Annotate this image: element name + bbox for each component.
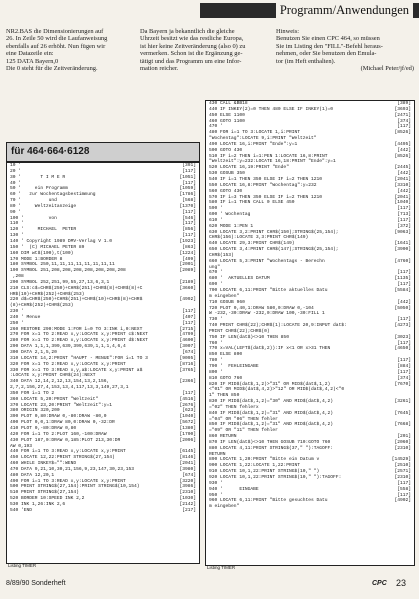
code-text: 690 ' — [209, 282, 223, 288]
checksum: [7645] — [394, 410, 411, 416]
text-line: Die 0 steht für die Zeitveränderung. — [6, 65, 98, 73]
code-text: 240 ' Menue — [10, 314, 41, 320]
code-text: 340 DATA 12,14,2,12,13,154,13,2,156, — [10, 379, 110, 385]
checksum: [568] — [182, 198, 196, 204]
code-text: m eingeben" — [209, 504, 240, 510]
checksum: [9095] — [179, 355, 196, 361]
checksum: [117] — [397, 358, 411, 364]
code-text: 710 GOSUB 960 — [209, 299, 245, 305]
checksum: [499] — [182, 256, 196, 262]
checksum: [117] — [182, 390, 196, 396]
checksum: [1040] — [394, 200, 411, 206]
code-text: 360 LOCATE 5,20:PRINT "Weltzeit" — [10, 396, 99, 402]
checksum: [407] — [182, 314, 196, 320]
code-text: 930 ' — [209, 480, 223, 486]
code-text: ="04" OR "06" THEN fehler — [209, 416, 278, 422]
text-line: ist hier keine Zeitveränderung (also 0) zu — [140, 42, 246, 50]
code-text: 30 ' T I M E R — [10, 174, 66, 180]
checksum: [2142] — [179, 501, 196, 507]
checksum: [6145] — [179, 449, 196, 455]
checksum: [442] — [397, 147, 411, 153]
text-line: vermerken. Schon ist die Ergänzung ge- — [140, 50, 243, 58]
code-text: 600 ' Wochentag — [209, 212, 251, 218]
code-text: 190 SYMBOL 251,208,208,208,208,208,208,208 — [10, 268, 126, 274]
checksum: [558] — [397, 486, 411, 492]
checksum: [2089] — [179, 268, 196, 274]
code-text: 1" THEN 850 — [209, 393, 240, 399]
code-text: 900 LOCATE 1,22:LOCATE 1,22:PRINT — [209, 463, 300, 469]
code-text: 80 ' Weltzeitanzeige — [10, 203, 77, 209]
checksum: [7668] — [394, 422, 411, 428]
code-text: 950 ' — [209, 492, 223, 498]
code-text: CHR$(153) — [209, 252, 234, 258]
checksum: [117] — [397, 270, 411, 276]
checksum: [2310] — [394, 475, 411, 480]
code-text: 490 LOCATE 16,i:PRINT "Ende":y=1 — [209, 141, 298, 147]
checksum: [5050] — [394, 305, 411, 311]
footer-issue: 8/89/90 Sonderheft — [6, 580, 66, 587]
code-text: 120 ' MICHAEL PETER — [10, 227, 77, 233]
code-text: 490 FOR i=1 TO 3:READ x,y:LOCATE x,y:PRINT — [10, 478, 126, 484]
code-text: 540 'END — [10, 507, 33, 513]
code-text: 530 INK 1,26:INK 2,6 — [10, 501, 66, 507]
code-text: 500 PRINT STRING$(27,154):PRINT STRING$(10,154) — [10, 484, 140, 490]
code-text: ung" — [209, 264, 221, 270]
code-text: 730 ' — [209, 317, 223, 323]
code-text: 310 LOCATE 14,2:PRINT "HAUPT - MENUE":FOR i=1 TO 3 — [10, 355, 148, 361]
code-text: 510 IF i=2 THEN i=1:PEN 1:LOCATE 16,8:PRINT — [209, 153, 328, 159]
checksum: [2445] — [394, 165, 411, 171]
code-text: 530 GOSUB 350 — [209, 171, 245, 177]
code-text: CHR$(156):LOCATE 3,3:PRINT CHR$(149) — [209, 235, 309, 241]
text-line: tätigt und das Programm um eine Infor- — [140, 57, 242, 65]
code-text: 160 DIM wt$(100),t(100) — [10, 250, 74, 256]
listing-line — [206, 504, 414, 510]
checksum: [3986] — [179, 484, 196, 490]
checksum: [117] — [182, 309, 196, 315]
code-text: 480 FOR i=1 TO 3:LOCATE 1,i:PRINT — [209, 130, 300, 136]
code-text: 230 ' — [10, 309, 24, 315]
checksum: [4273] — [394, 323, 411, 329]
code-text: 140 ' Copyright 1989 DMV-Verlag V 1.0 — [10, 238, 112, 244]
checksum: [1051] — [179, 174, 196, 180]
code-text: 460 WHILE INKEY$="":WEND — [10, 461, 77, 467]
checksum: [117] — [182, 209, 196, 215]
checksum: [117] — [397, 217, 411, 223]
code-text: 650 LOCATE 3,4:PRINT CHR$(147);STRING$(25,154); — [209, 247, 339, 253]
code-text: 800 ' — [209, 369, 223, 375]
code-text: 100 ' von — [10, 215, 57, 221]
checksum: [2041] — [179, 461, 196, 467]
code-text: 220 d$=CHR$(250)+CHR$(251)+CHR$(10)+CHR$(8)+CHR$ — [10, 297, 143, 303]
code-text: 610 ' — [209, 217, 223, 223]
checksum: [674] — [182, 472, 196, 478]
code-text: "Weltzeit":y=232:LOCATE 16,18:PRINT "Ende":y=1 — [209, 159, 336, 165]
code-text: 870 IF LEN(dat$)<>10 THEN GOSUB 710:GOTO 760 — [209, 439, 331, 445]
checksum: [1786] — [179, 192, 196, 198]
code-text: 760 ' — [209, 340, 226, 346]
checksum: [117] — [397, 492, 411, 498]
code-text: 810 GOTO 760 — [209, 375, 243, 381]
code-text: 280 FOR x=1 TO 2:READ x,y:LOCATE x,y:PRINT d$:NEXT — [10, 338, 148, 344]
checksum: [1700] — [179, 431, 196, 437]
code-text: 640 LOCATE 29,3:PRINT CHR$(149) — [209, 241, 295, 247]
text-line: (Michael Peter/jf/ed) — [360, 65, 414, 73]
intro-column-2 — [140, 28, 268, 72]
compatibility-label: für 464·664·6128 — [11, 146, 90, 157]
checksum: [3310] — [394, 182, 411, 188]
text-line: ebenfalls auf 26 erhöht. Nun fügen wir — [6, 42, 106, 50]
code-text: 20 ' — [10, 168, 22, 174]
code-text: 880 LOCATE 4,11:PRINT STRING$(37," "):TAGOFF: — [209, 445, 334, 451]
checksum: [1370] — [179, 203, 196, 209]
checksum: [2366] — [179, 379, 196, 385]
code-text: 150 ' (C) MICHAEL PETER 89 — [10, 244, 85, 250]
checksum: [1923] — [179, 238, 196, 244]
code-text: 700 LOCATE 6,11:PRINT "Bitte aktuelles Datu — [209, 288, 328, 293]
code-text: 450 ELSE 1100 — [209, 112, 245, 118]
code-text: 420 FOR i=1 TO 2:PLOT 160,-100:DRAW — [10, 431, 107, 437]
text-line: 125 DATA Bayern,0 — [6, 57, 59, 65]
code-text: 90 ' — [10, 209, 22, 215]
code-text: 960 LOCATE 6,11:PRINT "Bitte gesuchtes Datu — [209, 498, 328, 504]
checksum: [372] — [397, 223, 411, 229]
checksum: [4516] — [179, 396, 196, 402]
checksum: [2001] — [179, 262, 196, 268]
code-text: 520 BORDER 10:SPEED INK 2,2 — [10, 496, 85, 502]
checksum: [117] — [397, 282, 411, 288]
checksum: [117] — [397, 480, 411, 486]
code-text: :LOCATE x,y:PRINT CHR$(24):NEXT — [10, 373, 96, 379]
checksum: [117] — [182, 233, 196, 239]
code-text: 780 ' — [209, 358, 223, 364]
checksum: [5672] — [179, 420, 196, 426]
code-text: 70 ' und — [10, 198, 57, 204]
code-text: 820 IF MID$(dat$,1,2)>"31" OR MID$(dat$,1,2) — [209, 381, 331, 387]
code-text: 390 PLOT 0,80:DRAW 0,-80:DRAW -80,0 — [10, 414, 107, 420]
checksum: [389] — [397, 101, 411, 106]
code-text: 110 ' — [10, 221, 24, 227]
code-text: 940 ' EINGABE — [209, 486, 259, 492]
checksum: [3220] — [179, 478, 196, 484]
code-text: 60 ' zur Wochentagsbestimmung — [10, 192, 96, 198]
code-text: (8)+CHR$(252)+CHR$(253) — [10, 303, 74, 309]
code-text: 550 LOCATE 16,8:PRINT "Wochentag":y=232 — [209, 182, 317, 188]
checksum: [2310] — [179, 490, 196, 496]
checksum: [442] — [397, 188, 411, 194]
intro-column-3 — [276, 28, 414, 72]
code-text: 680 ' AKTUELLES DATUM — [209, 276, 270, 282]
code-text: 450 LOCATE 12,22:PRINT STRING$(27,154) — [10, 455, 115, 461]
code-text: 10 ' — [10, 163, 22, 168]
checksum: [5584] — [394, 288, 411, 293]
checksum: [117] — [182, 180, 196, 186]
code-text: 180 SYMBOL 250,11,11,11,11,11,11,11,11 — [10, 262, 115, 268]
checksum: [442] — [397, 171, 411, 177]
checksum: [3660] — [179, 285, 196, 291]
compatibility-box — [6, 142, 200, 162]
code-text: PRINT CHR$(22);CHR$(0) — [209, 328, 270, 334]
text-line: tor (im Heft enthalten). — [276, 57, 336, 65]
code-text: 630 LOCATE 3,2:PRINT CHR$(150);STRING$(25,154); — [209, 229, 339, 235]
checksum: [863] — [182, 244, 196, 250]
code-text: 920 LOCATE 10,1,22:PRINT STRING$(10," "):TAGOFF: — [209, 475, 342, 480]
code-text: 350 FOR i=1 TO 2 — [10, 390, 55, 396]
code-text: 840 IF MID$(dat$,1,2)="31" AND MID$(dat$,4,2) — [209, 410, 334, 416]
checksum: [1135] — [394, 276, 411, 282]
code-text: 400 PLOT 0,0,1:DRAW 80,0:DRAW 0,-32:DR — [10, 420, 115, 426]
text-line: Sie im Listing den "FILL"-Befehl heraus- — [276, 42, 383, 50]
checksum: [2676] — [179, 402, 196, 408]
checksum: [2060] — [394, 439, 411, 445]
listing-right — [205, 100, 415, 566]
listing-left — [6, 162, 200, 564]
code-text: 720 PLOT 0,40,1:DRAW 580,0:DRAW 0,-104 — [209, 305, 314, 311]
code-text: 430 PLOT 187,0:DRAW 0,185:PLOT 213,30:DR — [10, 437, 121, 443]
checksum: [884] — [397, 363, 411, 369]
code-text: 580 IF i=1 THEN CALL 0 ELSE 450 — [209, 200, 295, 206]
intro-column-1 — [6, 28, 136, 72]
code-text: 790 ' FEHLEINGABE — [209, 363, 259, 369]
code-text: 850 ELSE 800 — [209, 352, 243, 358]
code-text: 540 IF i=1 THEN 350 ELSE IF i=2 THEN 1210 — [209, 176, 323, 182]
checksum: [4799] — [179, 332, 196, 338]
code-text: 500 GOTO 430 — [209, 147, 243, 153]
code-text: 670 ' — [209, 270, 223, 276]
checksum: [117] — [182, 221, 196, 227]
checksum: [117] — [397, 369, 411, 375]
code-text: 850 IF MID$(dat$,1,2)="31" AND MID$(dat$,4,2) — [209, 422, 334, 428]
listing-label-right: Listing TIMER — [207, 565, 236, 570]
code-text: 300 DATA 2,1,5,20 — [10, 350, 57, 355]
checksum: [623] — [182, 408, 196, 414]
checksum: [117] — [182, 320, 196, 326]
code-text: 410 PLOT 0,-80:DRAW 0,80 — [10, 425, 77, 431]
checksum: [2715] — [179, 326, 196, 332]
checksum: [8716] — [179, 361, 196, 367]
checksum: [1224] — [179, 250, 196, 256]
code-text: 170 MODE 1:BORDER 8 — [10, 256, 63, 262]
code-text: 740 PRINT CHR$(22);CHR$(1):LOCATE 20,9:INPUT dat$: — [209, 323, 347, 329]
code-text: 320 FOR x=1 TO 2:READ x,y:LOCATE x,y:PRINT — [10, 361, 126, 367]
text-line: Hinweis: — [276, 28, 300, 35]
checksum: [117] — [397, 340, 411, 346]
code-text: 370 LOCATE 23,20:PRINT "Weltzeit":y=1 — [10, 402, 112, 408]
code-text: 890 LOCATE 1,20:PRINT "Bitte ein Datum v — [209, 457, 320, 463]
code-text: 200 SYMBOL 252,251,99,55,27,13,6,3,1 — [10, 279, 110, 285]
checksum: [2041] — [394, 194, 411, 200]
checksum: [8526] — [394, 130, 411, 136]
code-text: 290 DATA 1,1,1,399,639,399,639,1,1,1,4,6,4 — [10, 344, 126, 350]
code-text: 440 IF INKEY(2)=0 THEN 480 ELSE IF INKEY(1)=0 — [209, 106, 334, 112]
checksum: [2041] — [394, 176, 411, 182]
code-text: ,208 — [10, 274, 24, 280]
checksum: [117] — [182, 168, 196, 174]
text-line: Uhrzeit besitzt wie das restliche Europa, — [140, 35, 244, 43]
code-text: 590 ' — [209, 206, 223, 212]
code-text: <"01" OR MID$(dat$,4,2)>"12" OR MID$(dat$,4,2)<"0 — [209, 387, 345, 393]
code-text: 440 FOR i=1 TO 3:READ x,y:LOCATE x,y:PRINT — [10, 449, 126, 455]
code-text: 470 ' — [209, 124, 223, 130]
code-text: 770 x=VAL(LEFT$(dat$,2)):IF x<1 OR x>31 THEN — [209, 346, 331, 352]
checksum: [117] — [397, 124, 411, 130]
code-text: 660 LOCATE 5,3:PRINT "Wochentags - Berechn — [209, 258, 325, 264]
code-text: RETURN — [209, 451, 226, 457]
listing-line — [7, 508, 199, 514]
checksum: [4495] — [394, 141, 411, 147]
checksum: [3765] — [179, 367, 196, 373]
checksum: [217] — [182, 507, 196, 513]
code-text: W -232,-30:DRAW -232,0:DRAW 100,-30:FILL 1 — [209, 311, 325, 317]
page-header — [0, 0, 419, 22]
checksum: [374] — [397, 375, 411, 381]
text-line: NR2.BAS die Dimensionierungen auf — [6, 28, 104, 35]
checksum: [2096] — [179, 437, 196, 443]
footer-brand: CPC — [372, 580, 387, 587]
code-text: 620 MODE 1:PEN 1 — [209, 223, 254, 229]
code-text: 860 RETURN — [209, 434, 237, 440]
checksum: [4600] — [179, 338, 196, 344]
code-text: 260 RESTORE 290:MODE 1:FOR i=0 TO 3:INK i,0:NEXT — [10, 326, 143, 332]
code-text: ="02" THEN fehlerx — [209, 404, 259, 410]
checksum: [1380] — [179, 425, 196, 431]
checksum: [8146] — [179, 455, 196, 461]
checksum: [713] — [397, 212, 411, 218]
code-text: 510 PRINT STRING$(27,154) — [10, 490, 79, 496]
checksum: [3261] — [394, 399, 411, 405]
checksum: [1059] — [179, 186, 196, 192]
checksum: [391] — [182, 163, 196, 168]
checksum: [3007] — [179, 344, 196, 350]
code-text: 570 IF i=3 THEN 350 ELSE IF i=2 THEN 1210 — [209, 194, 323, 200]
code-text: 430 CALL &BB18 — [209, 101, 248, 106]
code-text: 270 FOR x=1 TO 2:READ x,y:LOCATE x,y:PRINT c$:NEXT — [10, 332, 148, 338]
code-text: "Wochentag":LOCATE 9,i:PRINT "Weltzeit" — [209, 136, 317, 142]
code-text: 2,7,2,156,27,4,153,13,4,117,13,3,149,27,3,1 — [10, 385, 129, 391]
text-line: Benutzen Sie einen CPC 464, so müssen — [276, 35, 380, 43]
checksum: [674] — [182, 350, 196, 355]
checksum: [2510] — [394, 463, 411, 469]
code-text: AW 0,193 — [10, 443, 33, 449]
text-line: Da Bayern ja bekanntlich die gleiche — [140, 28, 235, 35]
code-text: 330 FOR x=1 TO 3:READ x,y,a$:LOCATE x,y:PRINT a$ — [10, 367, 143, 373]
checksum: [3980] — [179, 466, 196, 472]
checksum: [2471] — [394, 112, 411, 118]
checksum: [14529] — [391, 457, 411, 463]
code-text: 480 DATA 12,20,1 — [10, 472, 55, 478]
checksum: [4650] — [394, 346, 411, 352]
listing-label-left: Listing TIMER — [8, 563, 37, 568]
checksum: [1040] — [179, 414, 196, 420]
checksum: [3900] — [394, 247, 411, 253]
checksum: [4902] — [394, 498, 411, 504]
checksum: [117] — [397, 317, 411, 323]
text-line: 26. In Zeile 50 wird die Laufanweisung — [6, 35, 108, 43]
code-text: 560 GOTO 430 — [209, 188, 243, 194]
code-text: 910 LOCATE 10,1,22:PRINT STRING$(10," ") — [209, 469, 320, 475]
code-text: 210 CLS:c$=CHR$(250)+CHR$(251)+CHR$(8)+CHR$(8)+C — [10, 285, 143, 291]
checksum: [4760] — [394, 258, 411, 264]
checksum: [2189] — [179, 279, 196, 285]
code-text: m eingeben" — [209, 293, 240, 299]
checksum: [3693] — [394, 106, 411, 112]
checksum: [9063] — [394, 229, 411, 235]
code-text: 460 GOTO 1100 — [209, 118, 245, 124]
code-text: HR$(10)+CHR$(252)+CHR$(253) — [10, 291, 85, 297]
code-text: 50 ' ein Programm — [10, 186, 68, 192]
checksum: [546] — [182, 215, 196, 221]
code-text: 130 ' — [10, 233, 24, 239]
checksum: [2310] — [394, 445, 411, 451]
checksum: [1641] — [394, 241, 411, 247]
checksum: [374] — [397, 118, 411, 124]
checksum: [3023] — [394, 334, 411, 340]
code-text: 40 ' — [10, 180, 22, 186]
text-line: eine Datazeile ein: — [6, 50, 54, 58]
code-text: 830 IF MID$(dat$,1,2)="30" AND MID$(dat$,4,2) — [209, 399, 334, 405]
checksum: [2571] — [394, 469, 411, 475]
text-line: nehmen, oder Sie benutzen den Emula- — [276, 50, 377, 58]
section-title: Programm/Anwendungen — [276, 0, 413, 20]
checksum: [201] — [397, 434, 411, 440]
code-text: 750 IF LEN(dat$)<>10 THEN 850 — [209, 334, 289, 340]
code-text: 250 ' — [10, 320, 24, 326]
checksum: [4992] — [179, 297, 196, 303]
code-text: 470 DATA 9,21,10,30,21,156,9,23,147,30,23,153 — [10, 466, 135, 472]
code-text: 520 LOCATE 16,19:PRINT "Ende" — [209, 165, 289, 171]
checksum: [117] — [397, 206, 411, 212]
checksum: [7670] — [394, 381, 411, 387]
checksum: [856] — [182, 227, 196, 233]
checksum: [1030] — [179, 496, 196, 502]
checksum: [8526] — [394, 153, 411, 159]
checksum: [442] — [397, 299, 411, 305]
code-text: 380 ORIGIN 320,200 — [10, 408, 60, 414]
code-text: ="09" OR "11" THEN fehler — [209, 428, 278, 434]
footer-page-number: 23 — [396, 578, 407, 588]
text-line: mation reicher. — [140, 65, 179, 73]
